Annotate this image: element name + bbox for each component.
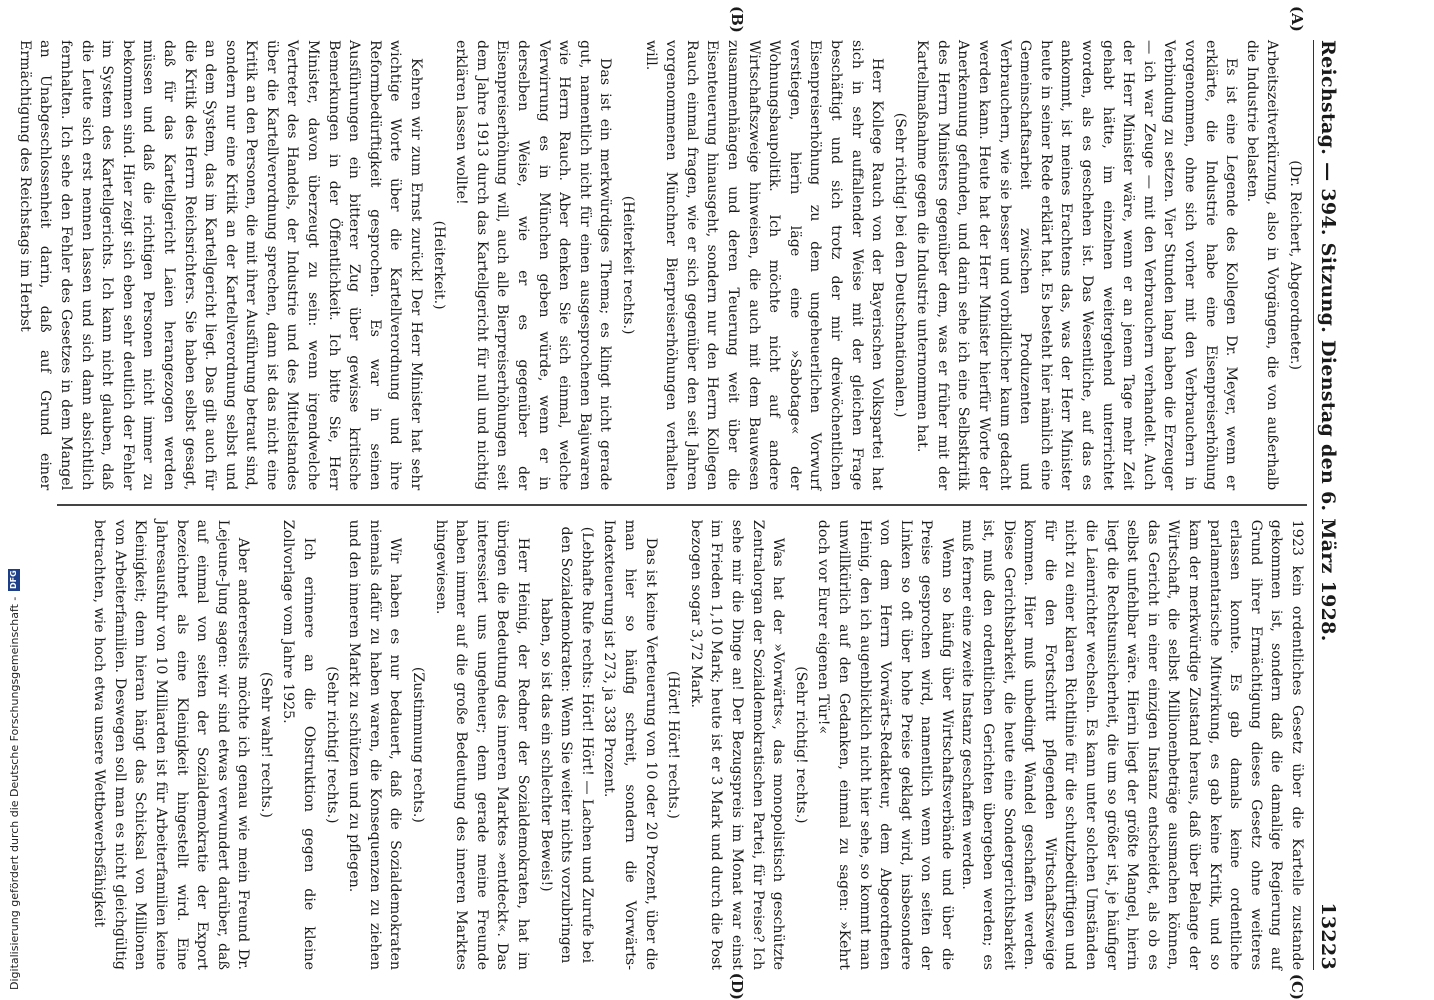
paragraph: 1923 kein ordentliches Gesetz über die Kartelle zustande gekommen ist, sondern daß die damalige Regierung auf Grund ihrer Ermächtigung dieses Gesetz ohne weiteres erlassen konnte. Es gab damals keine ordentliche parlamentarische Mitwirkung, es gab keine Kritik, und so kam der merkwürdige Zustand heraus, daß über Belange der Wirtschaft, die selbst Millionenbeträge ausmachen können, das Gericht in einer einzigen Instanz entscheidet, als ob es selbst unfehlbar wäre. Hierin liegt der größte Mangel, hierin liegt die Rechtsunsicherheit, die um so größer ist, je häufiger die Laienrichter wechseln. Es kann unter solchen Umständen nicht zu einer klaren Richtlinie für die schutzbedürftigen und für die den Fortschritt pflegenden Wirtschaftszweige kommen. Hier muß unbedingt Wandel geschaffen werden. Diese Gerichtsbarkeit, die heute eine Sondergerichtsbarkeit ist, muß den ordentlichen Gerichten übergeben werden; es muß ferner eine zweite Instanz geschaffen werden. [959,519,1305,970]
interjection: (Hört! Hört! rechts.) [665,670,682,819]
paragraph: Wenn so häufig über Wirtschaftsverbände und über die Preise gesprochen wird, namentlich wenn von seiten der Linken so oft über hohe Preise geklagt wird, insbesondere von dem Herrn Vorwärts-Redakteur, dem Abgeordneten Heinig, den ich augenblicklich nicht hier sehe, so kommt man unwillkürlich auf den Gedanken, einmal zu sagen: »Kehrt doch vor Eurer eigenen Tür!« [815,519,955,970]
paragraph: Es ist eine Legende des Kollegen Dr. Meyer, wenn er erklärte, die Industrie habe eine Eisenpreiserhöhung vorgenommen, ohne sich vorher mit den Verbrauchern in Verbindung zu setzen. Vier Stunden lang haben die Erzeuger — ich war Zeuge — mit den Verbrauchern verhandelt. Auch der Herr Minister wäre, wenn er an jenem Tage mehr Zeit gehabt hätte, im einzelnen weitergehend unterrichtet worden, als es geschehen ist. Das Wesentliche, auf das es ankommt, ist meines Erachtens das, was der Herr Minister heute in seiner Rede erklärt hat. Es besteht hier nämlich eine Gemeinschaftsarbeit zwischen Produzenten und Verbrauchern, wie sie besser und vorbildlicher kaum gedacht werden kann. Heute hat der Herr Minister hierfür Worte der Anerkennung gefunden, und darin sehe ich eine Selbstkritik des Herrn Ministers gegenüber dem, was er früher mit der Kartellmaßnahme gegen die Industrie unternommen hat. [914,40,1240,491]
interjection: (Sehr richtig! bei den Deutschnationalen.) [891,112,908,418]
page-title: Reichstag. — 394. Sitzung. Dienstag den 6. März 1928. [1317,40,1339,642]
margin-marker-a: (A) [1288,6,1306,32]
interjection: (Zustimmung rechts.) [410,666,427,823]
paragraph: Was hat der »Vorwärts«, das monopolistisch geschützte Zentralorgan der Sozialdemokratischen Partei, für Preise? Ich sehe mir die Dinge an! Der Bezugspreis im Monat war einst im Frieden 1,10 Mark; heute ist er 3 Mark und durch die Post bezogen sogar 3,72 Mark. [687,519,787,970]
interjection: (Heiterkeit rechts.) [620,195,636,335]
margin-marker-c: (C) [1288,973,1306,1000]
paragraph: Herr Kollege Rauch von der Bayerischen Volkspartei hat sich in sehr auffallender Weise mit der gleichen Frage beschäftigt und sich trotz der mir dreiwöchentlichen Eisenpreiserhöhung zu dem ungeheuerlichen Vorwurf verstiegen, hierin läge eine »Sabotage« der Wohnungsbaupolitik. Ich möchte nicht auf andere Wirtschaftszweige hinweisen, die auch mit dem Bauwesen zusammenhängen und deren Teuerung weit über die Eisenteuerung hinausgeht, sondern nur den Herrn Kollegen Rauch einmal fragen, wie er sich gegenüber den seit Jahren vorgenommenen Münchner Bierpreiserhöhungen verhalten will. [642,40,886,491]
paragraph: Aber andererseits möchte ich genau wie mein Freund Dr. Lejeune-Jung sagen: wir sind etwas verwundert darüber, daß auf einmal von seiten der Sozialdemokratie der Export bezeichnet als eine Kleinigkeit hingestellt wird. Eine Jahresausfuhr von 10 Milliarden ist für Arbeiterfamilien keine Kleinigkeit; denn hieran hängt das Schicksal von Millionen von Arbeiterfamilien. Deswegen soll man es nicht gleichgültig betrachten, wie hoch etwa unsere Wettbewerbsfähigkeit [91,519,252,970]
speaker-line: (Dr. Reichert, Abgeordneter.) [1287,160,1303,371]
paragraph: Das ist keine Verteuerung von 10 oder 20 Prozent, über die man hier so häufig schreit, sondern die Vorwärts-Indexteuerung ist 273, ja 338 Prozent. [601,519,659,970]
document-page [5,0,1345,1000]
interjection: (Sehr wahr! rechts.) [257,671,274,818]
interjection: (Sehr richtig! rechts.) [792,666,809,824]
paragraph: Arbeitszeitverkürzung, also in Vorgängen, die von außerhalb die Industrie belasten. [1243,40,1281,491]
column-divider [57,504,1307,506]
paragraph: Ich erinnere an die Obstruktion gegen die kleine Zollvorlage vom Jahre 1925. [280,519,318,970]
paragraph: Herr Heinig, der Redner der Sozialdemokraten, hat im übrigen die Bedeutung des inneren Marktes »entdeckt«. Das interessiert uns ungeheuer; denn gerade meine Freunde haben immer auf die große Bedeutung des inneren Marktes hingewiesen. [432,519,532,970]
right-column [57,519,1307,1000]
page-header [1313,40,1339,970]
margin-marker-b: (B) [728,6,746,33]
paragraph: Das ist ein merkwürdiges Thema; es klingt nicht gerade gut, namentlich nicht für einen ausgesprochenen Bajuwaren wie Herrn Rauch. Aber denken Sie sich einmal, welche Verwirrung es in München geben würde, wenn er in derselben Weise, wie er es gegenüber der Eisenpreiserhöhung will, auch alle Bierpreiserhöhungen seit dem Jahre 1913 durch das Kartellgericht für null und nichtig erklären lassen wollte! [453,40,614,491]
interjection: (Heiterkeit.) [430,220,447,310]
margin-marker-d: (D) [728,972,746,1000]
interjection: (Sehr richtig! rechts.) [323,666,340,824]
digitization-footer [6,40,22,990]
dfg-logo-icon: DFG [9,570,18,589]
interjection: (Lebhafte Rufe rechts: Hört! Hört! — Lachen und Zurufe bei den Sozialdemokraten: Wenn Sie weiter nichts vorzubringen haben, so ist das ein schlechter Beweis!) [537,526,595,964]
page-number: 13223 [1317,902,1339,970]
footer-text: Digitalisierung gefördert durch die Deutsche Forschungsgemeinschaft - [7,596,21,990]
paragraph: Kehren wir zum Ernst zurück! Der Herr Minister hat sehr wichtige Worte über die Kartellverordnung und ihre Reformbedürftigkeit gesprochen. Es war in seinen Ausführungen ein bitterer Zug über gewisse kritische Bemerkungen in der Öffentlichkeit. Ich bitte Sie, Herr Minister, davon überzeugt zu sein: wenn irgendwelche Vertreter des Handels, der Industrie und des Mittelstandes über die Kartellverordnung sprechen, dann ist das nicht eine Kritik an den Personen, die mit ihrer Ausführung betraut sind, sondern nur eine Kritik an der Kartellverordnung selbst und an dem System, das im Kartellgericht liegt. Das gilt auch für die Kritik des Herrn Reichsrichters. Sie haben selbst gesagt, daß für das Kartellgericht Laien herangezogen werden müssen und daß die richtigen Personen nicht immer zu bekommen sind. Hier zeigt sich eben sehr deutlich der Fehler im System des Kartellgerichts. Ich kann nicht glauben, daß die Leute sich erst nennen lassen und sich dann absichtlich fernhalten. Ich sehe den Fehler des Gesetzes in dem Mangel an Unabgeschlossenheit darin, daß auf Grund einer Ermächtigung des Reichstags im Herbst [16,40,425,491]
paragraph: Wir haben es nur bedauert, daß die Sozialdemokraten niemals dafür zu haben waren, die Konsequenzen zu ziehen und den inneren Markt zu schützen und zu pflegen. [346,519,404,970]
left-column [16,6,1307,491]
